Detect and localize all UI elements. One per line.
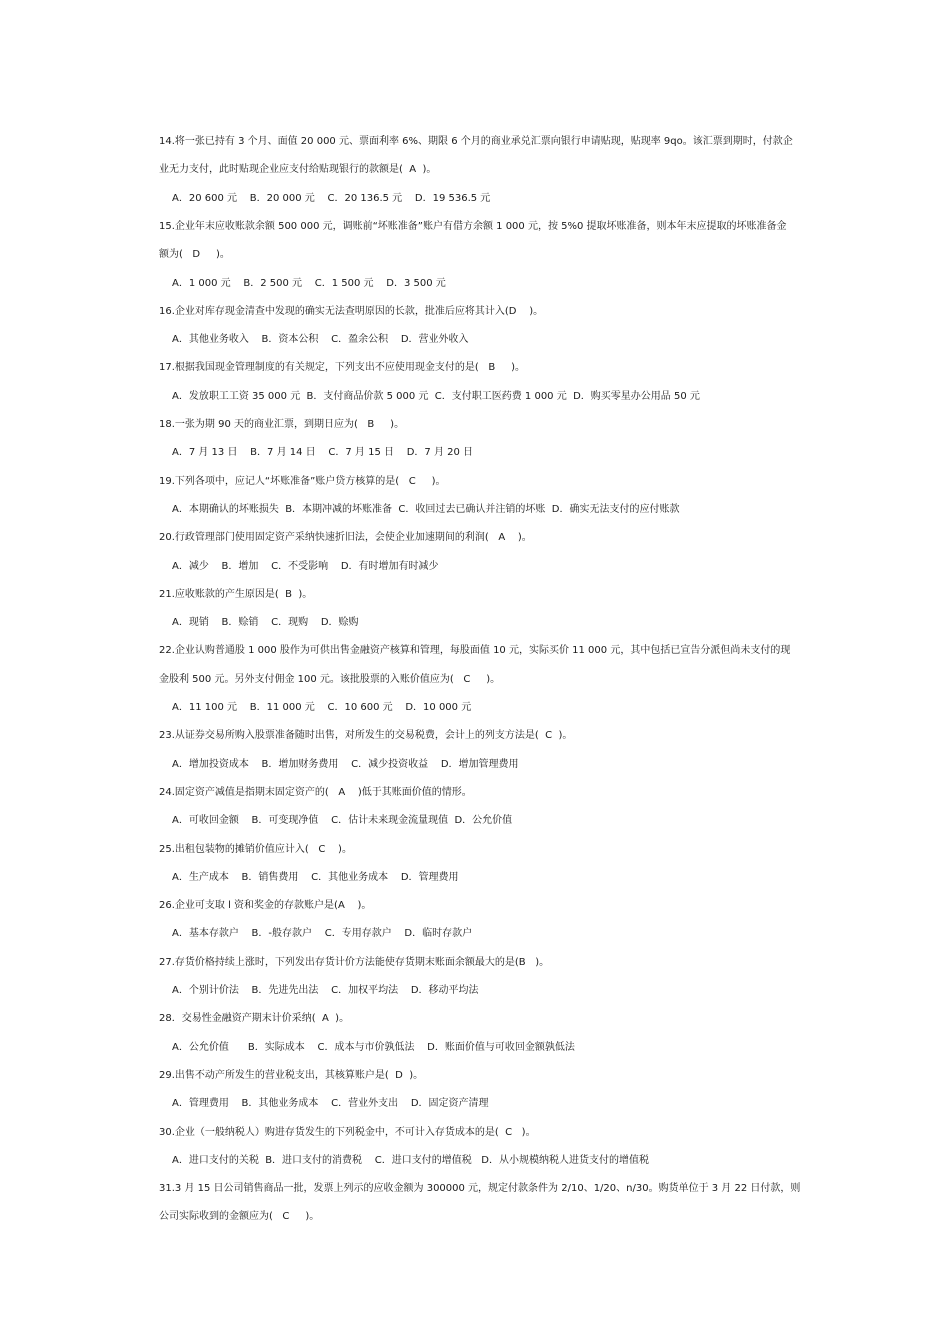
options-line: A．11 100 元 B．11 000 元 C．10 600 元 D．10 000 元	[172, 702, 472, 713]
options-line: A．基本存款户 B．-般存款户 C．专用存款户 D．临时存款户	[172, 928, 473, 940]
options-line: A．个别计价法 B．先进先出法 C．加权平均法 D．移动平均法	[172, 985, 479, 996]
options-line: A．管理费用 B．其他业务成本 C．营业外支出 D．固定资产清理	[172, 1098, 489, 1110]
question-line: 15.企业年末应收账款余额 500 000 元，调账前“坏账准备”账户有借方余额 1 000 元，按 5%0 提取坏账准备，则本年末应提取的坏账准备金	[159, 220, 787, 232]
question-line: 25.出租包装物的摊销价值应计入( C )。	[159, 843, 352, 855]
question-line: 金股利 500 元。另外支付佣金 100 元。该批股票的入账价值应为( C )。	[159, 673, 501, 685]
question-line: 14.将一张已持有 3 个月、面值 20 000 元、票面利率 6%、期限 6 个月的商业承兑汇票向银行申请贴现，贴现率 9qo。该汇票到期时，付款企	[159, 136, 793, 147]
options-line: A．7 月 13 日 B．7 月 14 日 C．7 月 15 日 D．7 月 20 日	[172, 447, 474, 459]
question-line: 29.出售不动产所发生的营业税支出，其核算账户是( D )。	[159, 1069, 424, 1081]
question-line: 20.行政管理部门使用固定资产采纳快速折旧法，会使企业加速期间的利润( A )。	[159, 532, 532, 544]
question-line: 26.企业可支取 l 资和奖金的存款账户是(A )。	[159, 900, 372, 912]
question-line: 19.下列各项中，应记人“坏账准备”账户贷方核算的是( C )。	[159, 475, 446, 487]
question-line: 30.企业（一般纳税人）购进存货发生的下列税金中，不可计入存货成本的是( C )。	[159, 1126, 536, 1138]
question-line: 额为( D )。	[159, 249, 230, 261]
options-line: A．1 000 元 B．2 500 元 C．1 500 元 D．3 500 元	[172, 277, 446, 289]
question-line: 21.应收账款的产生原因是( B )。	[159, 588, 313, 600]
options-line: A．本期确认的坏账损失 B．本期冲减的坏账准备 C．收回过去已确认并注销的坏账 D．确实无法支付的应付账款	[172, 503, 680, 515]
question-line: 22.企业认购普通股 1 000 股作为可供出售金融资产核算和管理，每股面值 10 元，实际买价 11 000 元，其中包括已宣告分派但尚未支付的现	[159, 645, 791, 657]
options-line: A．增加投资成本 B．增加财务费用 C．减少投资收益 D．增加管理费用	[172, 758, 519, 770]
options-line: A．公允价值 B．实际成本 C．成本与市价孰低法 D．账面价值与可收回金额孰低法	[172, 1041, 575, 1053]
question-line: 17.根据我国现金管理制度的有关规定，下列支出不应使用现金支付的是( B )。	[159, 362, 525, 374]
question-line: 27.存货价格持续上涨时，下列发出存货计价方法能使存货期末账面余额最大的是(B )。	[159, 956, 550, 968]
options-line: A．其他业务收入 B．资本公积 C．盈余公积 D．营业外收入	[172, 334, 469, 346]
question-line: 24.固定资产减值是指期末固定资产的( A )低于其账面价值的情形。	[159, 786, 472, 798]
question-line: 16.企业对库存现金清查中发现的确实无法查明原因的长款，批准后应将其计入(D )。	[159, 305, 544, 317]
options-line: A．现销 B．赊销 C．现购 D．赊购	[172, 617, 359, 629]
question-line: 31.3 月 15 日公司销售商品一批，发票上列示的应收金额为 300000 元，规定付款条件为 2/10、1/20、n/30。购货单位于 3 月 22 日付款，则	[159, 1183, 801, 1195]
options-line: A．可收回金额 B．可变现净值 C．估计未来现金流量现值 D．公允价值	[172, 815, 513, 827]
question-line: 公司实际收到的金额应为( C )。	[159, 1211, 320, 1223]
options-line: A．减少 B．增加 C．不受影响 D．有时增加有时减少	[172, 560, 439, 572]
question-line: 23.从证券交易所购入股票准备随时出售，对所发生的交易税费，会计上的列支方法是( C )。	[159, 730, 573, 742]
question-line: 28．交易性金融资产期末计价采纳( A )。	[159, 1013, 350, 1025]
options-line: A．20 600 元 B．20 000 元 C．20 136.5 元 D．19 536.5 元	[172, 192, 491, 204]
options-line: A．生产成本 B．销售费用 C．其他业务成本 D．管理费用	[172, 871, 459, 883]
question-line: 18.一张为期 90 天的商业汇票，到期日应为( B )。	[159, 419, 405, 430]
question-line: 业无力支付，此时贴现企业应支付给贴现银行的款额是( A )。	[159, 164, 437, 176]
options-line: A．发放职工工资 35 000 元 B．支付商品价款 5 000 元 C．支付职工医药费 1 000 元 D．购买零星办公用品 50 元	[172, 390, 700, 402]
options-line: A．进口支付的关税 B．进口支付的消费税 C．进口支付的增值税 D．从小规模纳税人进货支付的增值税	[172, 1154, 649, 1166]
